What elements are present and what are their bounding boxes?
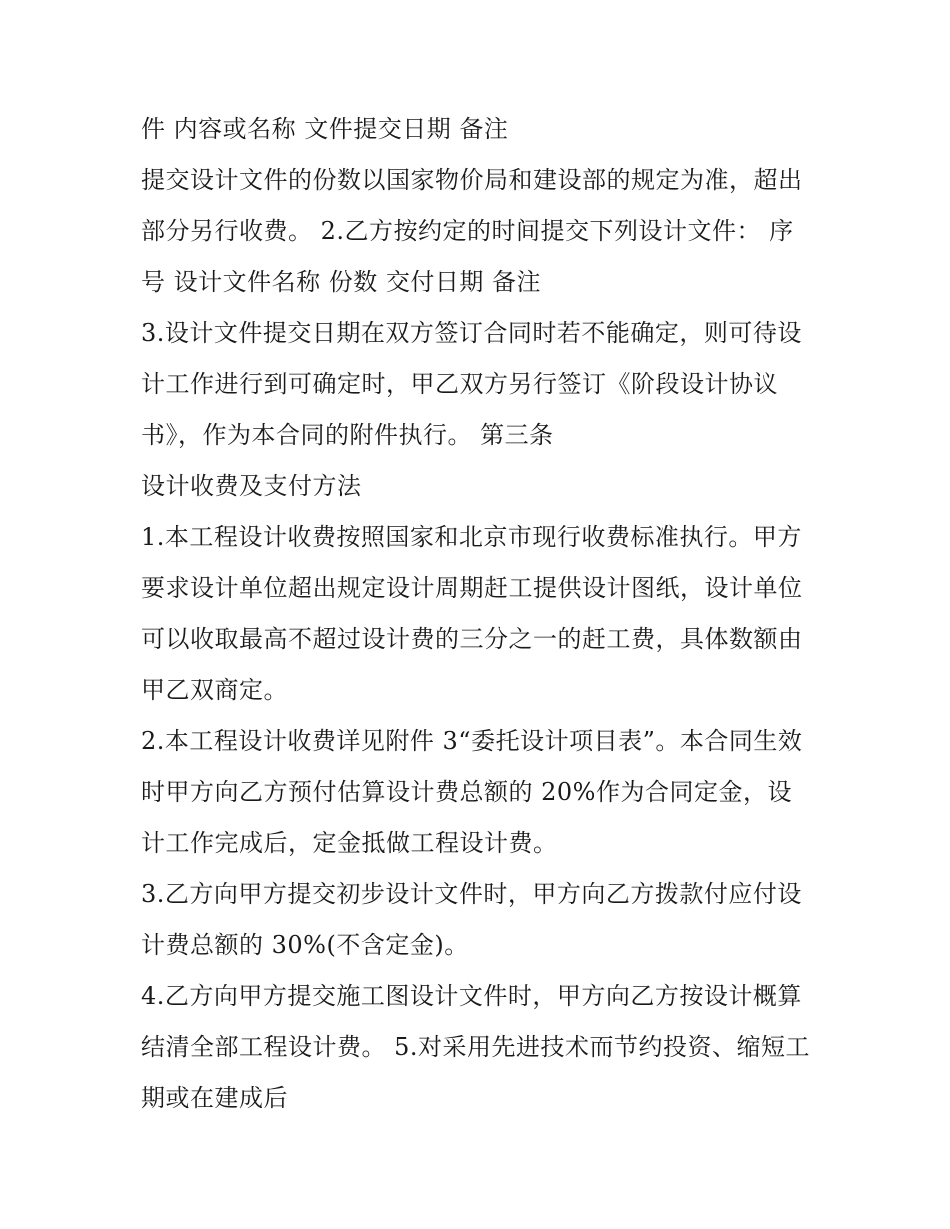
text-line: 提交设计文件的份数以国家物价局和建设部的规定为准，超出 xyxy=(141,166,803,194)
text-line: 号 设计文件名称 份数 交付日期 备注 xyxy=(141,268,542,296)
text-line: 可以收取最高不超过设计费的三分之一的赶工费，具体数额由 xyxy=(141,625,803,653)
text-line: 要求设计单位超出规定设计周期赶工提供设计图纸，设计单位 xyxy=(141,574,803,602)
text-line: 件 内容或名称 文件提交日期 备注 xyxy=(141,115,509,143)
text-line: 时甲方向乙方预付估算设计费总额的 20%作为合同定金，设 xyxy=(141,778,792,806)
text-line: 期或在建成后 xyxy=(141,1084,288,1112)
text-line: 结清全部工程设计费。 5.对采用先进技术而节约投资、缩短工 xyxy=(141,1033,811,1061)
document-body xyxy=(141,104,821,1124)
text-line: 计工作进行到可确定时，甲乙双方另行签订《阶段设计协议 xyxy=(141,370,778,398)
text-line: 3.设计文件提交日期在双方签订合同时若不能确定，则可待设 xyxy=(141,319,802,347)
text-line: 2.本工程设计收费详见附件 3“委托设计项目表”。本合同生效 xyxy=(141,727,803,755)
text-line: 部分另行收费。 2.乙方按约定的时间提交下列设计文件： 序 xyxy=(141,217,794,245)
text-line: 4.乙方向甲方提交施工图设计文件时，甲方向乙方按设计概算 xyxy=(141,982,802,1010)
text-line: 书》，作为本合同的附件执行。 第三条 xyxy=(141,421,554,449)
text-line: 计工作完成后，定金抵做工程设计费。 xyxy=(141,829,558,857)
text-line: 3.乙方向甲方提交初步设计文件时，甲方向乙方拨款付应付设 xyxy=(141,880,802,908)
section-heading: 设计收费及支付方法 xyxy=(141,472,362,500)
text-line: 计费总额的 30%(不含定金)。 xyxy=(141,931,469,959)
text-line: 1.本工程设计收费按照国家和北京市现行收费标准执行。甲方 xyxy=(141,523,802,551)
text-line: 甲乙双商定。 xyxy=(141,676,288,704)
